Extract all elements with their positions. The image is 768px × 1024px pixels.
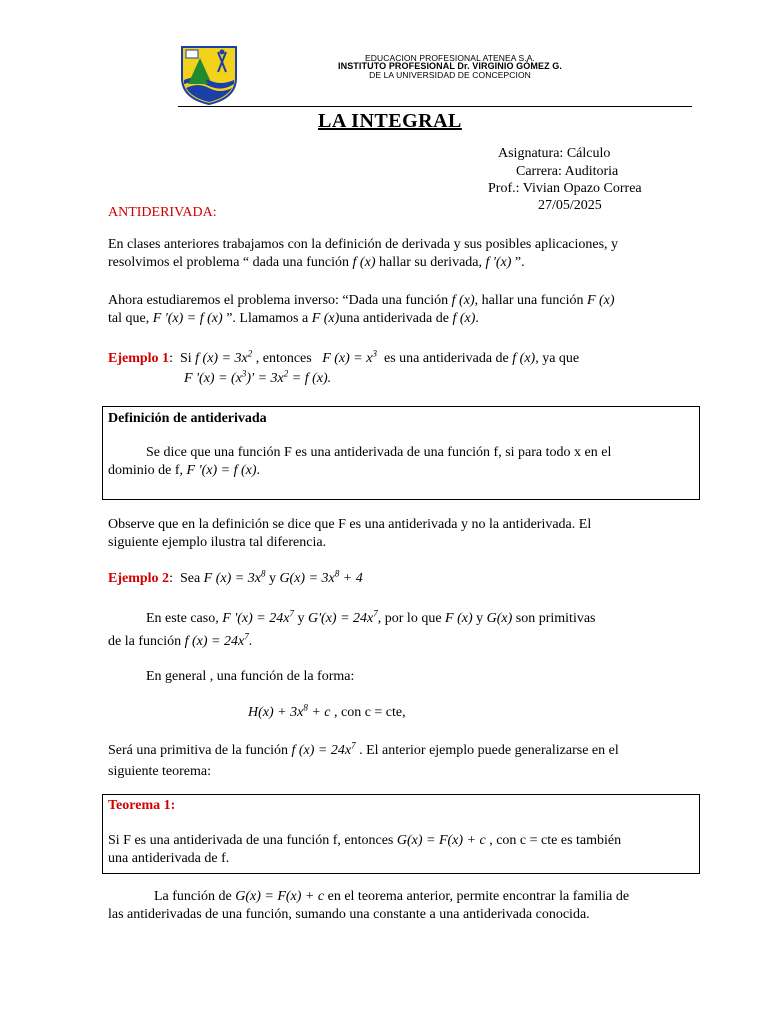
- example-2: Ejemplo 2: Sea F $(x) = 3x^8$ y $G(x) = 3x^8 + 4$: [108, 568, 363, 586]
- paragraph-2: Ahora estudiaremos el problema inverso: “Dada una función f (x), hallar una función F (x) tal que, F '(x) = f (x) ”. Llamamos a F (x)una antiderivada de f (x).: [108, 293, 615, 326]
- definition-title: Definición de antiderivada: [108, 411, 267, 426]
- example-1: Ejemplo 1: Si f $(x) = 3x^2$ , entonces F $(x) = x^3$ es una antiderivada de f (x), ya que F '$(x) = (x^3)' = 3x^2 = f$ (x).: [108, 348, 580, 386]
- header-line-3: DE LA UNIVERSIDAD DE CONCEPCION: [369, 70, 531, 80]
- observation: Observe que en la definición se dice que F es una antiderivada y no la antiderivada. El siguiente ejemplo ilustra tal diferencia.: [108, 517, 592, 550]
- meta-date: 27/05/2025: [538, 198, 602, 213]
- general-text: En general , una función de la forma:: [146, 669, 355, 684]
- h-form-equation: $H(x) + 3x^8 + c$ , con c = cte,: [248, 702, 406, 720]
- meta-carrera: Carrera: Auditoria: [516, 164, 619, 179]
- header-line-2: INSTITUTO PROFESIONAL Dr. VIRGINIO GÓMEZ G.: [338, 61, 562, 71]
- theorem-title: Teorema 1:: [108, 798, 176, 813]
- definition-text: Se dice que una función F es una antiderivada de una función f, si para todo x en el dominio de f, F '(x) = f (x).: [108, 445, 612, 478]
- meta-professor: Prof.: Vivian Opazo Correa: [488, 181, 642, 196]
- section-heading: ANTIDERIVADA:: [108, 205, 217, 220]
- theorem-text: Si F es una antiderivada de una función f, entonces G(x) = F(x) + c , con c = cte es también una antiderivada de f.: [108, 833, 622, 866]
- header-line-1: EDUCACION PROFESIONAL ATENEA S.A.: [364, 53, 536, 63]
- page-title: LA INTEGRAL: [318, 110, 462, 132]
- paragraph-1: En clases anteriores trabajamos con la definición de derivada y sus posibles aplicaciones, y resolvimos el problema “ dada una función f (x) hallar su derivada, f '(x) ”.: [108, 237, 619, 270]
- sera-paragraph: Será una primitiva de la función f $(x) = 24x^7$ . El anterior ejemplo puede generalizarse en el siguiente teorema:: [108, 740, 619, 779]
- meta-asignatura: Asignatura: Cálculo: [498, 146, 611, 161]
- institution-logo: [178, 44, 240, 106]
- case-paragraph: En este caso, F '$(x) = 24x^7$ y $G'(x) = 24x^7$, por lo que F (x) y G(x) son primitivas de la función f $(x) = 24x^7$.: [108, 608, 596, 649]
- header-rule: [178, 106, 692, 107]
- final-paragraph: La función de G(x) = F(x) + c en el teorema anterior, permite encontrar la familia de las antiderivadas de una función, sumando una constante a una antiderivada conocida.: [108, 889, 630, 922]
